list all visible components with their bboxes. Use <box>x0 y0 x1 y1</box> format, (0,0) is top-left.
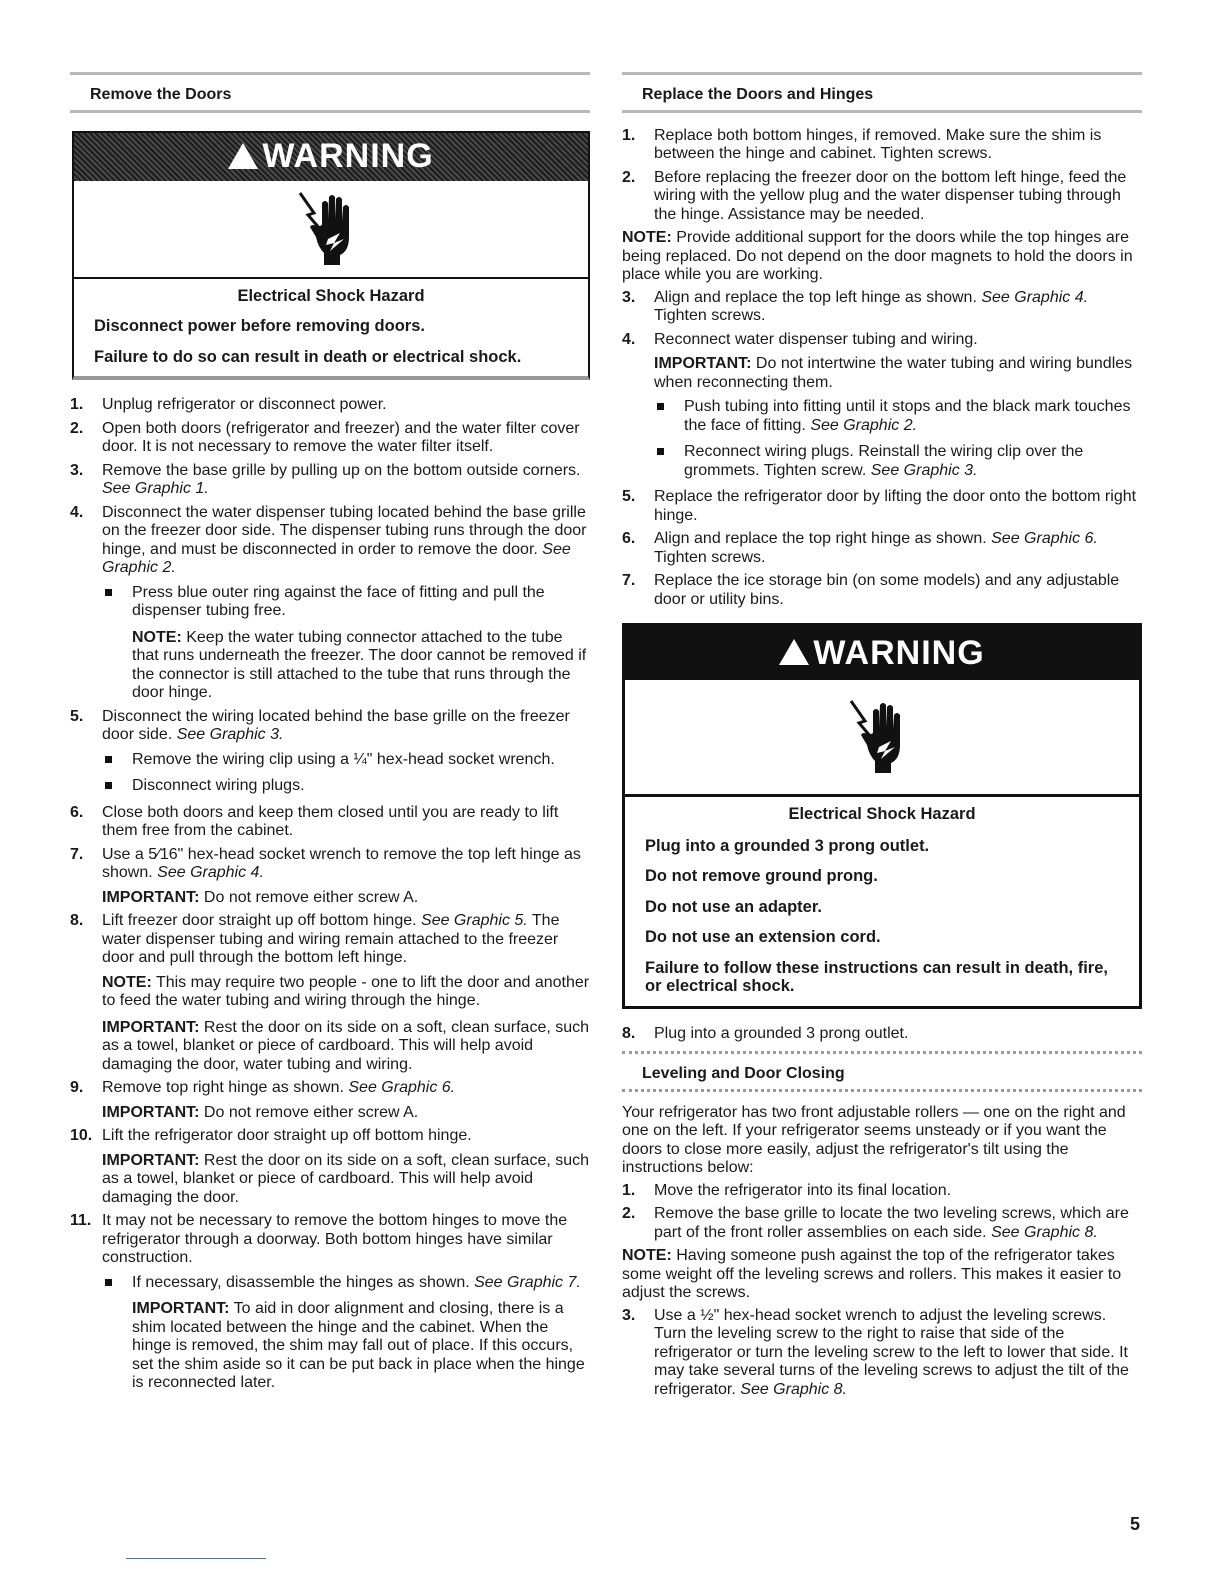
important-note: IMPORTANT: Rest the door on its side on a soft, clean surface, such as a towel, blanket or piece of cardboard. This will help avoid damaging the door. <box>102 1151 590 1206</box>
list-item: 4. Disconnect the water dispenser tubing located behind the base grille on the freezer door side. The dispenser tubing runs through the door hinge, and must be disconnected in order to remove the door. See Graphic 2. Press blue outer ring against the face of fitting and pull the dispenser tubing free. NOTE: Keep the water tubing connector attached to the tube that runs underneath the freezer. The door cannot be removed if the connector is still attached to the tube that runs through the door hinge. <box>70 504 590 703</box>
warning-text <box>625 797 1139 1006</box>
note: NOTE: This may require two people - one to lift the door and another to feed the water tubing and wiring through the hinge. <box>102 973 590 1009</box>
list-item: 2. Remove the base grille to locate the two leveling screws, which are part of the front roller assemblies on each side. See Graphic 8. <box>622 1205 1129 1241</box>
note: NOTE: Provide additional support for the doors while the top hinges are being replaced. Do not depend on the door magnets to hold the doors in place while you are working. <box>622 229 1133 283</box>
list-item: 11. It may not be necessary to remove the bottom hinges to move the refrigerator through a doorway. Both bottom hinges have similar construction. If necessary, disassemble the hinges as shown. See Graphic 7. IMPORTANT: To aid in door alignment and closing, there is a shim located between the hinge and the cabinet. When the hinge is removed, the shim may fall out of place. If this occurs, set the shim aside so it can be put back in place when the hinge is reconnected later. <box>70 1212 590 1393</box>
warning-triangle-icon <box>779 639 809 665</box>
list-item: 1. Move the refrigerator into its final location. <box>622 1181 952 1199</box>
leveling-step-3 <box>622 1307 1142 1400</box>
footer-rule <box>126 1558 266 1559</box>
warning-banner <box>74 133 588 181</box>
hazard-title: Electrical Shock Hazard <box>788 805 976 823</box>
electrical-shock-icon <box>74 181 588 279</box>
warning-title: WARNING <box>813 633 985 672</box>
list-item: 3. Use a ½" hex-head socket wrench to adjust the leveling screws. Turn the leveling screw to the right to raise that side of the refrigerator or turn the leveling screw to the left to lower that side. It may take several turns of the leveling screws to adjust the tilt of the refrigerator. See Graphic 8. <box>622 1306 1129 1398</box>
important-note: IMPORTANT: To aid in door alignment and closing, there is a shim located between the hinge and the cabinet. When the hinge is removed, the shim may fall out of place. If this occurs, set the shim aside so it can be put back in place when the hinge is reconnected later. <box>132 1300 585 1391</box>
bullet-item: Disconnect wiring plugs. <box>102 777 590 796</box>
list-item: 5. Disconnect the wiring located behind the base grille on the freezer door side. See Graphic 3. Remove the wiring clip using a ¼" hex-head socket wrench. Disconnect wiring plugs. <box>70 708 590 796</box>
remove-doors-steps <box>70 396 590 1393</box>
important-note: IMPORTANT: Do not remove either screw A. <box>102 888 419 906</box>
list-item: 2. Open both doors (refrigerator and freezer) and the water filter cover door. It is not necessary to remove the water filter itself. <box>70 419 580 455</box>
list-item: 6. Align and replace the top right hinge as shown. See Graphic 6. Tighten screws. <box>622 530 1098 566</box>
warning-line: Disconnect power before removing doors. <box>94 317 425 335</box>
bullet-item: Push tubing into fitting until it stops and the black mark touches the face of fitting. See Graphic 2. <box>654 398 1142 435</box>
warning-line: Failure to do so can result in death or electrical shock. <box>94 347 522 366</box>
important-note: IMPORTANT: Do not intertwine the water tubing and wiring bundles when reconnecting them. <box>654 355 1133 391</box>
warning-box-disconnect <box>72 131 590 381</box>
section-heading-replace-doors: Replace the Doors and Hinges <box>622 72 1142 113</box>
list-item: 9. Remove top right hinge as shown. See Graphic 6. IMPORTANT: Do not remove either screw A. <box>70 1079 590 1122</box>
bullet-item: Press blue outer ring against the face of fitting and pull the dispenser tubing free. <box>102 584 590 621</box>
electrical-shock-icon <box>625 680 1139 797</box>
list-item: 2. Before replacing the freezer door on the bottom left hinge, feed the wiring with the yellow plug and the water dispenser tubing through the hinge. Assistance may be needed. <box>622 168 1127 223</box>
warning-line: Do not use an adapter. <box>645 897 822 916</box>
section-heading-leveling: Leveling and Door Closing <box>622 1051 1142 1092</box>
bullet-item: If necessary, disassemble the hinges as shown. See Graphic 7. <box>102 1274 590 1293</box>
right-column <box>622 72 1142 1404</box>
list-item: 7. Replace the ice storage bin (on some models) and any adjustable door or utility bins. <box>622 572 1120 608</box>
replace-steps-a <box>622 127 1142 225</box>
warning-text <box>74 279 588 377</box>
bullet-item: Remove the wiring clip using a ¼" hex-head socket wrench. <box>102 751 590 770</box>
warning-line: Failure to follow these instructions can result in death, fire, or electrical shock. <box>645 958 1108 995</box>
warning-banner <box>625 626 1139 680</box>
list-item: 3. Align and replace the top left hinge as shown. See Graphic 4. Tighten screws. <box>622 288 1089 324</box>
list-item: 7. Use a 5⁄16" hex-head socket wrench to remove the top left hinge as shown. See Graphic 4. IMPORTANT: Do not remove either screw A. <box>70 846 590 908</box>
important-note: IMPORTANT: Rest the door on its side on a soft, clean surface, such as a towel, blanket or piece of cardboard. This will help avoid damaging the door, water tubing and wiring. <box>102 1018 590 1073</box>
list-item: 6. Close both doors and keep them closed until you are ready to lift them free from the cabinet. <box>70 803 559 839</box>
warning-line: Do not remove ground prong. <box>645 867 878 885</box>
list-item: 8. Lift freezer door straight up off bottom hinge. See Graphic 5. The water dispenser tubing and wiring remain attached to the freezer door and pull through the bottom left hinge. NOTE: This may require two people - one to lift the door and another to feed the water tubing and wiring through the hinge. IMPORTANT: Rest the door on its side on a soft, clean surface, such as a towel, blanket or piece of cardboard. This will help avoid damaging the door, water tubing and wiring. <box>70 912 590 1073</box>
left-column <box>70 72 590 1398</box>
note: NOTE: Keep the water tubing connector attached to the tube that runs underneath the freezer. The door cannot be removed if the connector is still attached to the tube that runs through the door hinge. <box>132 628 587 701</box>
list-item: 4. Reconnect water dispenser tubing and wiring. IMPORTANT: Do not intertwine the water tubing and wiring bundles when reconnecting them. Push tubing into fitting until it stops and the black mark touches the face of fitting. See Graphic 2. Reconnect wiring plugs. Reinstall the wiring clip over the grommets. Tighten screw. See Graphic 3. <box>622 331 1142 481</box>
leveling-intro: Your refrigerator has two front adjustable rollers — one on the right and one on the left. If your refrigerator seems unsteady or if you want the doors to close more easily, adjust the refrigerator's tilt using the instructions below: <box>622 1103 1126 1176</box>
list-item: 1. Replace both bottom hinges, if removed. Make sure the shim is between the hinge and cabinet. Tighten screws. <box>622 126 1102 162</box>
warning-box-grounding <box>622 623 1142 1009</box>
section-heading-remove-doors: Remove the Doors <box>70 72 590 113</box>
warning-line: Plug into a grounded 3 prong outlet. <box>645 836 930 855</box>
warning-title: WARNING <box>262 137 434 176</box>
list-item: 5. Replace the refrigerator door by lifting the door onto the bottom right hinge. <box>622 488 1137 524</box>
warning-line: Do not use an extension cord. <box>645 928 881 946</box>
warning-triangle-icon <box>228 143 258 169</box>
list-item: 10. Lift the refrigerator door straight up off bottom hinge. IMPORTANT: Rest the door on its side on a soft, clean surface, such as a towel, blanket or piece of cardboard. This will help avoid damaging the door. <box>70 1127 590 1206</box>
bullet-item: Reconnect wiring plugs. Reinstall the wiring clip over the grommets. Tighten screw. See Graphic 3. <box>654 443 1142 480</box>
page-number: 5 <box>1129 1514 1140 1534</box>
leveling-steps <box>622 1182 1142 1243</box>
list-item: 3. Remove the base grille by pulling up on the bottom outside corners. See Graphic 1. <box>70 461 581 497</box>
list-item: 1. Unplug refrigerator or disconnect power. <box>70 396 387 413</box>
list-item: 8. Plug into a grounded 3 prong outlet. <box>622 1024 909 1042</box>
hazard-title: Electrical Shock Hazard <box>237 286 425 305</box>
replace-step-8 <box>622 1025 1142 1044</box>
note: NOTE: Having someone push against the top of the refrigerator takes some weight off the leveling screws and rollers. This makes it easier to adjust the screws. <box>622 1247 1122 1301</box>
replace-steps-b <box>622 289 1142 610</box>
important-note: IMPORTANT: Do not remove either screw A. <box>102 1103 419 1121</box>
